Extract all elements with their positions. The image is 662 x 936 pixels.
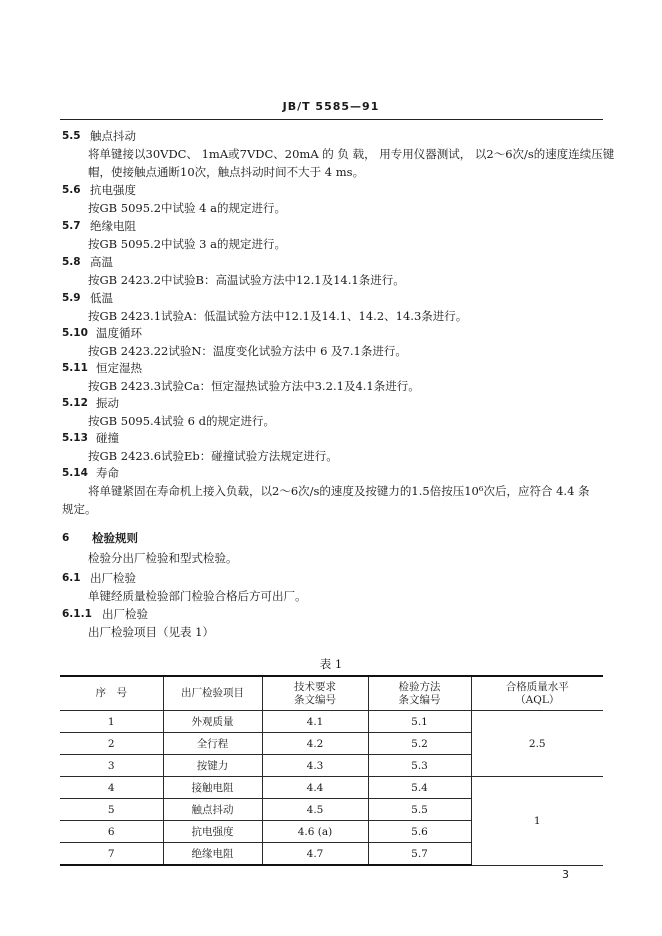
cell-requirement: 4.6 (a) [262,821,368,843]
section-title-5-14: 寿命 [96,466,119,480]
cell-item: 抗电强度 [163,821,262,843]
section-number-5-8: 5.8 [62,256,81,268]
cell-item: 触点抖动 [163,799,262,821]
section-title-6-1: 出厂检验 [90,571,136,585]
cell-method: 5.1 [368,711,471,733]
section-number-5-10: 5.10 [62,327,88,339]
header-rule [60,119,603,120]
section-number-5-12: 5.12 [62,397,88,409]
cell-method: 5.2 [368,733,471,755]
section-text-5-5-line2: 帽，使接触点通断10次，触点抖动时间不大于 4 ms。 [88,165,365,179]
section-text-5-13: 按GB 2423.6试验Eb：碰撞试验方法规定进行。 [88,449,338,463]
section-title-5-8: 高温 [90,255,113,269]
table-title: 表 1 [319,657,343,671]
section-text-5-14-line1: 将单键紧固在寿命机上接入负载，以2～6次/s的速度及按键力的1.5倍按压10⁶次后，应符合 4.4 条 [88,484,590,498]
header-requirement [262,676,368,711]
section-text-5-9: 按GB 2423.1试验A：低温试验方法中12.1及14.1、14.2、14.3条进行。 [88,309,468,323]
cell-seq: 4 [60,777,163,799]
cell-requirement: 4.2 [262,733,368,755]
section-text-5-7: 按GB 5095.2中试验 3 a的规定进行。 [88,237,287,251]
cell-item: 外观质量 [163,711,262,733]
section-text-6-1: 单键经质量检验部门检验合格后方可出厂。 [88,589,307,603]
section-title-5-5: 触点抖动 [90,129,136,143]
cell-aql-group2: 1 [471,777,603,866]
cell-method: 5.6 [368,821,471,843]
section-title-5-6: 抗电强度 [90,183,136,197]
table-header-row [60,676,603,711]
cell-seq: 1 [60,711,163,733]
section-text-5-14-line2: 规定。 [62,502,97,516]
chapter-title-6: 检验规则 [92,531,138,545]
section-number-6-1: 6.1 [62,572,81,584]
section-text-5-8: 按GB 2423.2中试验B：高温试验方法中12.1及14.1条进行。 [88,273,405,287]
header-aql-line2: （AQL） [515,693,560,706]
chapter-number-6: 6 [62,532,70,544]
section-text-5-11: 按GB 2423.3试验Ca：恒定湿热试验方法中3.2.1及4.1条进行。 [88,379,420,393]
table-row [60,777,603,799]
header-requirement-line2: 条文编号 [294,693,336,706]
table-row [60,711,603,733]
section-title-5-7: 绝缘电阻 [90,219,136,233]
cell-method: 5.5 [368,799,471,821]
cell-requirement: 4.3 [262,755,368,777]
section-number-5-5: 5.5 [62,130,81,142]
cell-seq: 5 [60,799,163,821]
cell-seq: 6 [60,821,163,843]
section-title-5-11: 恒定湿热 [96,361,142,375]
cell-method: 5.4 [368,777,471,799]
cell-aql-group1: 2.5 [471,711,603,777]
section-number-5-6: 5.6 [62,184,81,196]
header-aql-line1: 合格质量水平 [505,680,569,693]
header-method-line1: 检验方法 [398,680,441,693]
standard-header: JB/T 5585—91 [282,100,380,113]
cell-item: 绝缘电阻 [163,843,262,866]
cell-method: 5.7 [368,843,471,866]
section-number-5-9: 5.9 [62,292,81,304]
cell-seq: 3 [60,755,163,777]
section-title-6-1-1: 出厂检验 [102,607,148,621]
cell-requirement: 4.1 [262,711,368,733]
chapter-6-intro: 检验分出厂检验和型式检验。 [88,551,238,565]
header-seq: 序 号 [60,676,163,711]
section-title-5-10: 温度循环 [96,326,142,340]
section-text-6-1-1: 出厂检验项目（见表 1） [88,625,214,639]
section-text-5-6: 按GB 5095.2中试验 4 a的规定进行。 [88,201,287,215]
section-text-5-12: 按GB 5095.4试验 6 d的规定进行。 [88,414,276,428]
header-requirement-line1: 技术要求 [294,680,336,693]
section-number-5-13: 5.13 [62,432,88,444]
section-title-5-12: 振动 [96,396,119,410]
section-title-5-9: 低温 [90,291,113,305]
cell-method: 5.3 [368,755,471,777]
header-method [368,676,471,711]
inspection-table [60,675,603,866]
section-number-6-1-1: 6.1.1 [62,608,92,620]
cell-seq: 7 [60,843,163,866]
cell-seq: 2 [60,733,163,755]
section-number-5-7: 5.7 [62,220,81,232]
cell-item: 接触电阻 [163,777,262,799]
header-item: 出厂检验项目 [163,676,262,711]
page-number: 3 [562,868,569,881]
cell-item: 全行程 [163,733,262,755]
header-aql [471,676,603,711]
header-method-line2: 条文编号 [398,693,441,706]
cell-item: 按键力 [163,755,262,777]
section-number-5-11: 5.11 [62,362,88,374]
section-title-5-13: 碰撞 [96,431,119,445]
section-text-5-10: 按GB 2423.22试验N：温度变化试验方法中 6 及7.1条进行。 [88,344,407,358]
section-text-5-5-line1: 将单键接以30VDC、 1mA或7VDC、20mA 的 负 载， 用专用仪器测试， 以2～6次/s的速度连续压键 [88,147,615,161]
cell-requirement: 4.5 [262,799,368,821]
cell-requirement: 4.7 [262,843,368,866]
cell-requirement: 4.4 [262,777,368,799]
section-number-5-14: 5.14 [62,467,88,479]
